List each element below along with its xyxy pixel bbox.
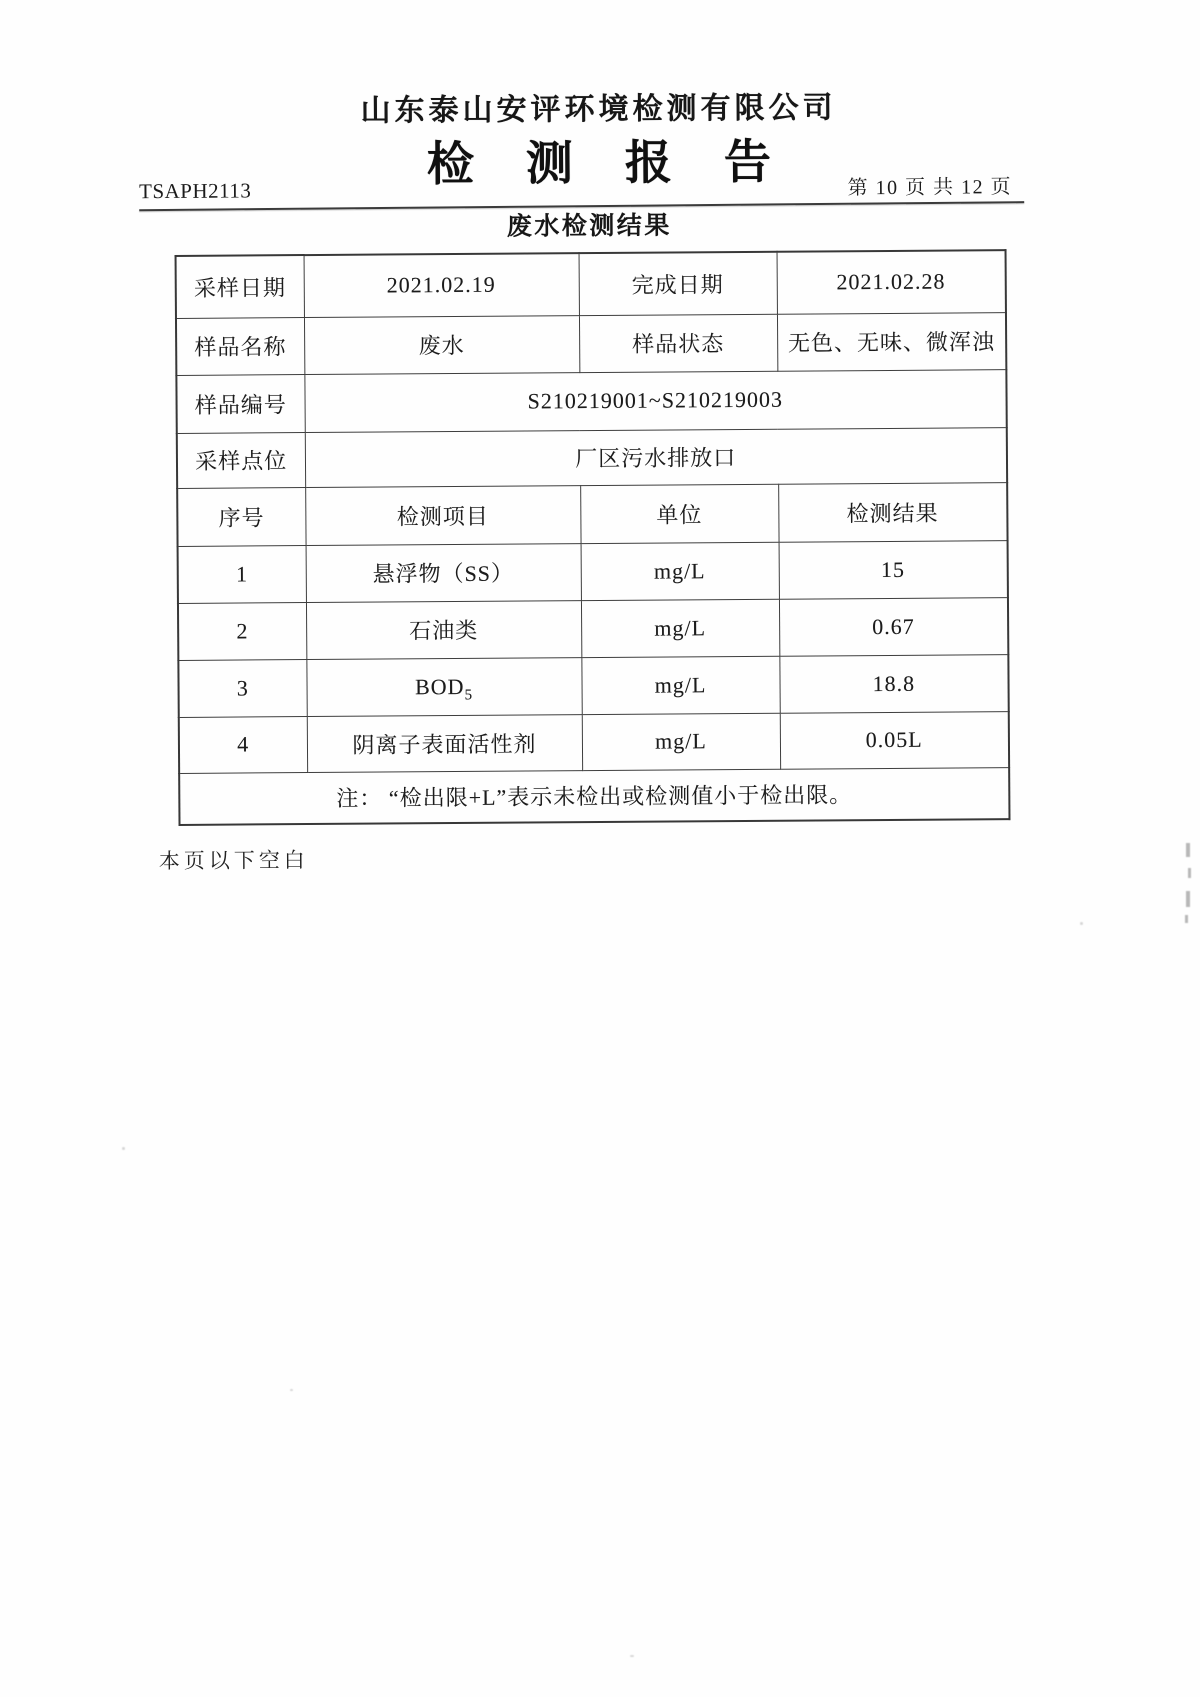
- wastewater-results-table: [175, 249, 1011, 826]
- result-row-2: [178, 597, 1008, 660]
- scan-artifact: [1186, 843, 1190, 857]
- end-of-page-note: 本页以下空白: [158, 848, 309, 874]
- page-indicator: 第 10 页 共 12 页: [847, 176, 1013, 200]
- table-row-sample: [176, 312, 1006, 375]
- sample-id-label: 样品编号: [176, 374, 304, 433]
- header-result: 检测结果: [778, 482, 1007, 542]
- result-row-3: [178, 654, 1008, 717]
- row1-seq: 1: [178, 545, 306, 603]
- table-row-dates: [176, 250, 1006, 318]
- header-unit: 单位: [580, 484, 778, 543]
- header-seq: 序号: [177, 487, 305, 546]
- report-code: TSAPH2113: [139, 178, 252, 204]
- result-row-4: [179, 711, 1009, 773]
- table-row-sample-id: [176, 369, 1006, 433]
- row2-seq: 2: [178, 602, 306, 660]
- scan-speck: [630, 1655, 634, 1657]
- scan-artifact: [1185, 915, 1188, 923]
- row4-seq: 4: [179, 716, 307, 773]
- row3-seq: 3: [178, 659, 306, 717]
- row1-unit: mg/L: [581, 542, 779, 600]
- sample-state-value: 无色、无味、微浑浊: [777, 312, 1006, 371]
- result-row-1: [178, 540, 1008, 603]
- row2-unit: mg/L: [581, 599, 779, 657]
- scan-artifact: [1186, 891, 1190, 907]
- sample-id-value: S210219001~S210219003: [304, 369, 1006, 432]
- scan-speck: [290, 1389, 293, 1391]
- sample-name-value: 废水: [304, 315, 579, 374]
- scan-artifact: [1188, 868, 1191, 878]
- header-item: 检测项目: [305, 485, 580, 545]
- sampling-point-value: 厂区污水排放口: [305, 427, 1007, 487]
- table-header-row: [177, 482, 1007, 546]
- row1-item: 悬浮物（SS）: [306, 543, 581, 602]
- completion-date-value: 2021.02.28: [777, 250, 1006, 314]
- row3-unit: mg/L: [581, 656, 779, 714]
- row1-result: 15: [779, 540, 1008, 599]
- sampling-date-label: 采样日期: [176, 255, 304, 318]
- row2-item: 石油类: [306, 600, 581, 659]
- row4-item: 阴离子表面活性剂: [307, 714, 582, 772]
- sampling-point-label: 采样点位: [177, 432, 305, 488]
- row2-result: 0.67: [779, 597, 1008, 656]
- note-row: [179, 767, 1009, 825]
- section-title: 废水检测结果: [506, 212, 672, 241]
- table-note: 注： “检出限+L”表示未检出或检测值小于检出限。: [179, 767, 1009, 825]
- completion-date-label: 完成日期: [579, 252, 777, 315]
- table-row-sampling-point: [177, 427, 1007, 488]
- row3-result: 18.8: [779, 654, 1008, 713]
- row3-item: $BOD_5$: [306, 657, 581, 716]
- row4-result: 0.05L: [780, 711, 1009, 769]
- sampling-date-value: 2021.02.19: [304, 253, 579, 317]
- scan-speck: [1080, 922, 1083, 925]
- sample-name-label: 样品名称: [176, 317, 304, 375]
- scan-speck: [122, 1147, 125, 1150]
- company-name: 山东泰山安评环境检测有限公司: [360, 91, 837, 128]
- sample-state-label: 样品状态: [579, 314, 777, 372]
- row4-unit: mg/L: [582, 713, 780, 770]
- report-title: 检测报告: [426, 136, 824, 192]
